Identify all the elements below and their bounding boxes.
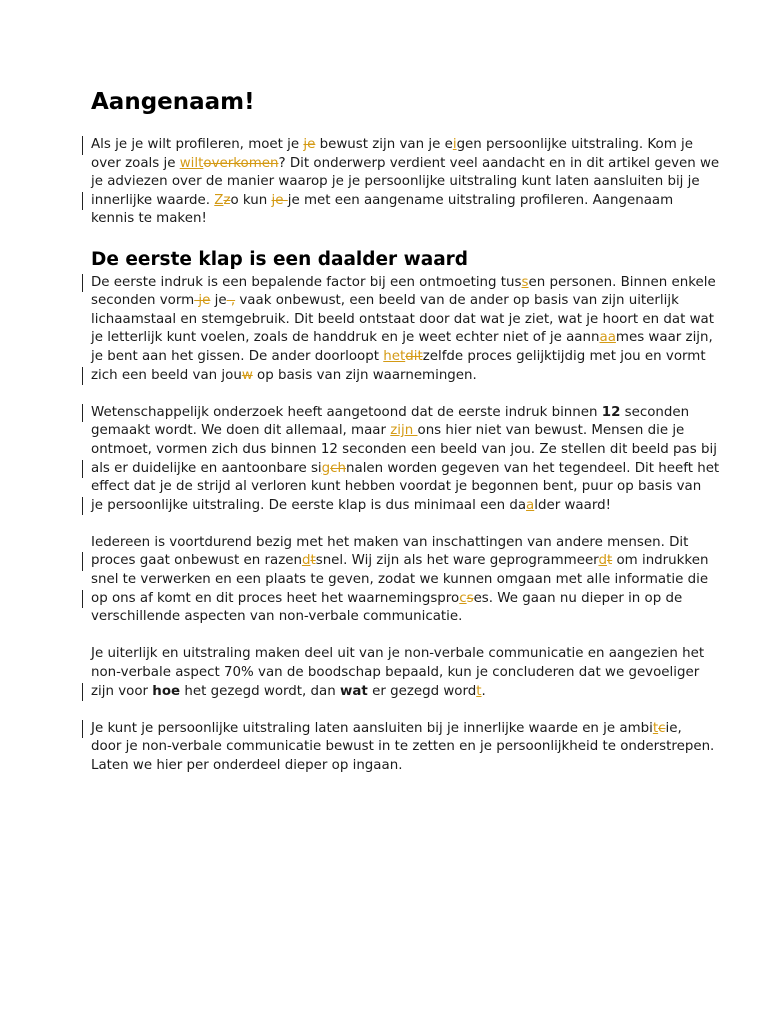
revision-bar bbox=[82, 367, 83, 386]
text-run: en personen. Binnen enkele bbox=[528, 274, 716, 290]
text-run: Als je je wilt profileren, moet je bbox=[91, 137, 304, 152]
document-page bbox=[91, 88, 720, 794]
tracked-insertion: d bbox=[301, 553, 311, 569]
section-heading: De eerste klap is een daalder waard bbox=[91, 248, 469, 270]
text-line bbox=[91, 738, 715, 757]
text-line bbox=[91, 441, 717, 460]
bold-text: 12 bbox=[601, 404, 621, 420]
paragraph-intro bbox=[91, 136, 720, 229]
tracked-deletion: c bbox=[658, 720, 666, 736]
bold-text: wat bbox=[340, 683, 368, 699]
tracked-deletion: t bbox=[310, 553, 316, 569]
text-run: vaak onbewust, een beeld van de ander op basis van zijn uiterlijk bbox=[235, 293, 679, 309]
text-line bbox=[91, 664, 700, 683]
tracked-deletion: je bbox=[303, 137, 316, 152]
text-run: non-verbale aspect 70% van de boodschap bepaald, kun je concluderen dat we gevoeliger bbox=[91, 665, 700, 681]
text-line bbox=[91, 311, 714, 330]
text-run: kennis te maken! bbox=[91, 211, 207, 227]
tracked-deletion: , bbox=[226, 293, 236, 309]
text-line bbox=[91, 274, 716, 293]
tracked-deletion: t bbox=[606, 553, 613, 569]
revision-bar bbox=[82, 274, 83, 293]
text-run: je met een aangename uitstraling profileren. Aangenaam bbox=[287, 192, 674, 208]
text-line bbox=[91, 757, 683, 776]
revision-bar bbox=[82, 404, 83, 423]
text-line bbox=[91, 329, 713, 348]
paragraph bbox=[91, 720, 715, 776]
revision-bar bbox=[82, 136, 83, 155]
tracked-insertion: g bbox=[321, 460, 331, 476]
text-run: op basis van zijn waarnemingen. bbox=[252, 367, 477, 383]
text-run: gen persoonlijke uitstraling. Kom je bbox=[456, 137, 693, 152]
tracked-insertion: wilt bbox=[179, 155, 204, 171]
text-run: gemaakt wordt. We doen dit allemaal, maar bbox=[91, 423, 391, 439]
text-line bbox=[91, 192, 683, 211]
tracked-deletion: dit bbox=[405, 348, 423, 364]
tracked-deletion: w bbox=[241, 367, 253, 383]
tracked-insertion: aa bbox=[599, 330, 616, 346]
tracked-insertion: d bbox=[598, 553, 607, 569]
paragraph bbox=[91, 645, 705, 701]
text-run: Je uiterlijk en uitstraling maken deel uit van je non-verbale communicatie en aangezien het bbox=[91, 646, 705, 662]
text-line bbox=[91, 367, 683, 386]
text-run: door je non-verbale communicatie bewust in te zetten en je persoonlijkheid te onderstrepen. bbox=[91, 739, 715, 755]
text-run: ? Dit onderwerp verdient veel aandacht en in dit artikel geven we bbox=[278, 155, 720, 171]
text-line bbox=[91, 210, 683, 229]
text-line bbox=[91, 136, 693, 155]
text-run: het gezegd wordt, dan bbox=[180, 683, 341, 699]
paragraph bbox=[91, 136, 720, 229]
text-line bbox=[91, 292, 683, 311]
text-run: je bent aan het gissen. De ander doorloopt bbox=[91, 348, 384, 364]
tracked-insertion: s bbox=[521, 274, 529, 290]
text-run: ons hier niet van bewust. Mensen die je bbox=[417, 423, 685, 439]
revision-bar bbox=[82, 497, 83, 516]
revision-bar bbox=[82, 192, 83, 211]
text-line bbox=[91, 422, 683, 441]
text-line bbox=[91, 683, 683, 702]
text-run: snel te verwerken en een plaats te geven, zodat we kunnen omgaan met alle informatie die bbox=[91, 572, 709, 588]
tracked-insertion: Z bbox=[214, 192, 224, 208]
paragraph bbox=[91, 534, 709, 627]
text-line bbox=[91, 571, 709, 590]
text-run: je letterlijk kunt voelen, zoals de handdruk en je weet echter niet of je aann bbox=[91, 330, 600, 346]
text-line bbox=[91, 155, 720, 174]
text-line bbox=[91, 478, 702, 497]
tracked-deletion: je bbox=[194, 293, 211, 309]
text-line bbox=[91, 173, 700, 192]
text-run: er gezegd word bbox=[367, 683, 477, 699]
text-line bbox=[91, 460, 720, 479]
tracked-deletion: je bbox=[271, 192, 288, 208]
tracked-deletion: overkomen bbox=[203, 155, 279, 171]
text-run: innerlijke waarde. bbox=[91, 192, 215, 208]
text-run: op ons af komt en dit proces heet het waarnemingspro bbox=[91, 590, 460, 606]
bold-text: hoe bbox=[152, 683, 181, 699]
text-run: om indrukken bbox=[612, 553, 709, 569]
revision-bar bbox=[82, 720, 83, 739]
text-line bbox=[91, 404, 690, 423]
text-run: . bbox=[481, 683, 486, 699]
text-run: seconden bbox=[620, 404, 690, 420]
text-run: seconden vorm bbox=[91, 293, 195, 309]
text-run: je persoonlijke uitstraling. De eerste klap is dus minimaal een da bbox=[91, 497, 527, 513]
text-run: Laten we hier per onderdeel dieper op ingaan. bbox=[91, 758, 403, 773]
text-run: zich een beeld van jou bbox=[91, 367, 242, 383]
tracked-deletion: ch bbox=[330, 460, 347, 476]
text-run: o kun bbox=[230, 192, 272, 208]
tracked-insertion: het bbox=[383, 348, 406, 364]
text-run: snel. Wij zijn als het ware geprogrammeer bbox=[315, 553, 599, 569]
text-line bbox=[91, 348, 706, 367]
text-run: zelfde proces gelijktijdig met jou en vormt bbox=[422, 348, 706, 364]
document-title: Aangenaam! bbox=[91, 89, 255, 115]
text-line bbox=[91, 534, 689, 553]
tracked-insertion: t bbox=[652, 720, 659, 736]
revision-bar bbox=[82, 460, 83, 479]
text-run: ie, bbox=[665, 720, 682, 736]
text-line bbox=[91, 645, 705, 664]
tracked-insertion: c bbox=[459, 590, 467, 606]
text-run: lder waard! bbox=[534, 497, 611, 513]
tracked-insertion: t bbox=[476, 683, 482, 699]
text-run: proces gaat onbewust en razen bbox=[91, 553, 302, 569]
paragraph bbox=[91, 274, 716, 386]
tracked-insertion: zijn bbox=[390, 423, 418, 439]
paragraph bbox=[91, 404, 720, 516]
text-run: lichaamstaal en stemgebruik. Dit beeld ontstaat door dat wat je ziet, wat je hoort en dat wat bbox=[91, 311, 714, 327]
text-run: Iedereen is voortdurend bezig met het maken van inschattingen van andere mensen. Dit bbox=[91, 534, 689, 550]
text-run: je bbox=[210, 293, 227, 309]
text-run: Je kunt je persoonlijke uitstraling laten aansluiten bij je innerlijke waarde en je ambi bbox=[91, 720, 653, 736]
text-run: es. We gaan nu dieper in op de bbox=[473, 590, 683, 606]
text-run: als er duidelijke en aantoonbare si bbox=[91, 460, 322, 476]
text-run: De eerste indruk is een bepalende factor bij een ontmoeting tus bbox=[91, 274, 522, 290]
text-line bbox=[91, 497, 683, 516]
text-line bbox=[91, 608, 683, 627]
text-run: verschillende aspecten van non-verbale communicatie. bbox=[91, 609, 463, 625]
revision-bar bbox=[82, 590, 83, 609]
text-run: effect dat je de strijd al verloren kunt hebben voordat je begonnen bent, puur op basis van bbox=[91, 479, 702, 495]
text-line bbox=[91, 552, 709, 571]
tracked-deletion: z bbox=[223, 192, 231, 208]
revision-bar bbox=[82, 683, 83, 702]
text-run: Wetenschappelijk onderzoek heeft aangetoond dat de eerste indruk binnen bbox=[91, 404, 602, 420]
text-run: bewust zijn van je e bbox=[315, 137, 453, 152]
text-run: je adviezen over de manier waarop je je persoonlijke uitstraling kunt laten aansluiten bij je bbox=[91, 174, 700, 190]
tracked-insertion: i bbox=[452, 137, 457, 152]
text-run: zijn voor bbox=[91, 683, 153, 699]
text-run: nalen worden gegeven van het tegendeel. Dit heeft het bbox=[346, 460, 720, 476]
text-line bbox=[91, 590, 683, 609]
text-run: ontmoet, vormen zich dus binnen 12 seconden een beeld van jou. Ze stellen dit beeld pas bij bbox=[91, 441, 717, 457]
text-run: mes waar zijn, bbox=[615, 330, 713, 346]
text-run: over zoals je bbox=[91, 155, 180, 171]
tracked-insertion: a bbox=[526, 497, 535, 513]
section-body bbox=[91, 274, 720, 776]
revision-bar bbox=[82, 552, 83, 571]
text-line bbox=[91, 720, 683, 739]
tracked-deletion: s bbox=[466, 590, 474, 606]
